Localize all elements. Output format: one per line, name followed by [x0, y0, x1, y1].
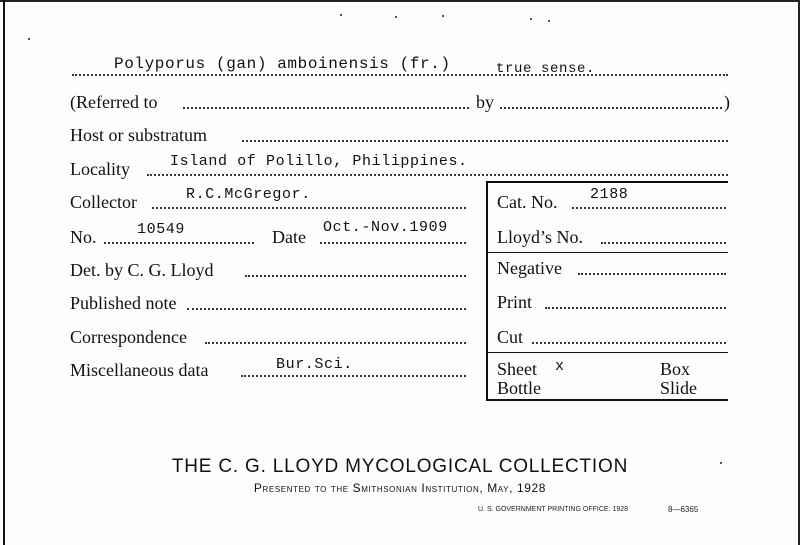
cat-no-label: Cat. No. [497, 192, 558, 212]
print-label: Print [497, 292, 533, 312]
sheet-label: Sheet [497, 359, 537, 379]
lloyds-no-label: Lloyd’s No. [497, 227, 584, 247]
negative-label: Negative [497, 258, 562, 278]
locality-line [147, 174, 728, 176]
published-note-label: Published note [70, 293, 177, 313]
misc-data-line [241, 375, 466, 377]
cat-no-line [572, 207, 726, 209]
referred-to-label: (Referred to [70, 92, 158, 112]
referred-to-line [183, 107, 469, 109]
catalog-box-divider-2 [486, 352, 728, 353]
species-name: Polyporus (gan) amboinensis (fr.) [114, 55, 451, 73]
correspondence-label: Correspondence [70, 327, 187, 347]
scan-speck [28, 38, 30, 40]
by-line [500, 107, 722, 109]
printing-office-imprint: U. S. GOVERNMENT PRINTING OFFICE: 1928 [478, 506, 629, 513]
number-label: No. [70, 227, 97, 247]
scan-speck [395, 16, 397, 18]
determined-by-line [245, 275, 466, 277]
number-line [104, 242, 254, 244]
cut-label: Cut [497, 327, 524, 347]
catalog-box-top [486, 181, 728, 183]
sheet-mark: x [555, 358, 565, 375]
collector-line [152, 207, 466, 209]
date-value: Oct.-Nov.1909 [323, 219, 448, 236]
number-value: 10549 [137, 221, 186, 238]
catalog-box-divider-1 [486, 252, 728, 253]
catalog-box-bottom [486, 399, 728, 401]
lloyds-no-line [601, 242, 726, 244]
collection-subtitle: Presented to the Smithsonian Institution, May, 1928 [253, 481, 547, 495]
collection-title: THE C. G. LLOYD MYCOLOGICAL COLLECTION [171, 456, 629, 477]
host-label: Host or substratum [70, 125, 207, 145]
determined-by-label: Det. by C. G. Lloyd [70, 260, 214, 280]
misc-data-label: Miscellaneous data [70, 360, 209, 380]
published-note-line [187, 308, 466, 310]
host-line [242, 140, 728, 142]
slide-label: Slide [660, 378, 698, 398]
bottle-label: Bottle [497, 378, 541, 398]
cat-no-value: 2188 [590, 186, 629, 203]
box-label: Box [660, 359, 691, 379]
date-label: Date [272, 227, 306, 247]
scan-speck [340, 14, 342, 16]
negative-line [578, 273, 726, 275]
species-note: true sense. [496, 61, 596, 77]
scan-speck [442, 15, 444, 17]
form-number: 8—6365 [668, 505, 699, 514]
locality-label: Locality [70, 159, 130, 179]
species-dotted-line [72, 74, 728, 76]
scan-speck [548, 20, 550, 22]
misc-data-value: Bur.Sci. [276, 356, 353, 373]
scan-speck [530, 18, 532, 20]
close-paren: ) [724, 92, 730, 112]
cut-line [532, 342, 726, 344]
date-line [320, 242, 466, 244]
locality-value: Island of Polillo, Philippines. [170, 153, 468, 170]
by-label: by [476, 92, 494, 112]
collector-value: R.C.McGregor. [186, 186, 311, 203]
correspondence-line [205, 342, 466, 344]
catalog-box-left [486, 181, 488, 400]
collector-label: Collector [70, 192, 137, 212]
print-line [545, 307, 726, 309]
card-top-edge [0, 0, 800, 2]
